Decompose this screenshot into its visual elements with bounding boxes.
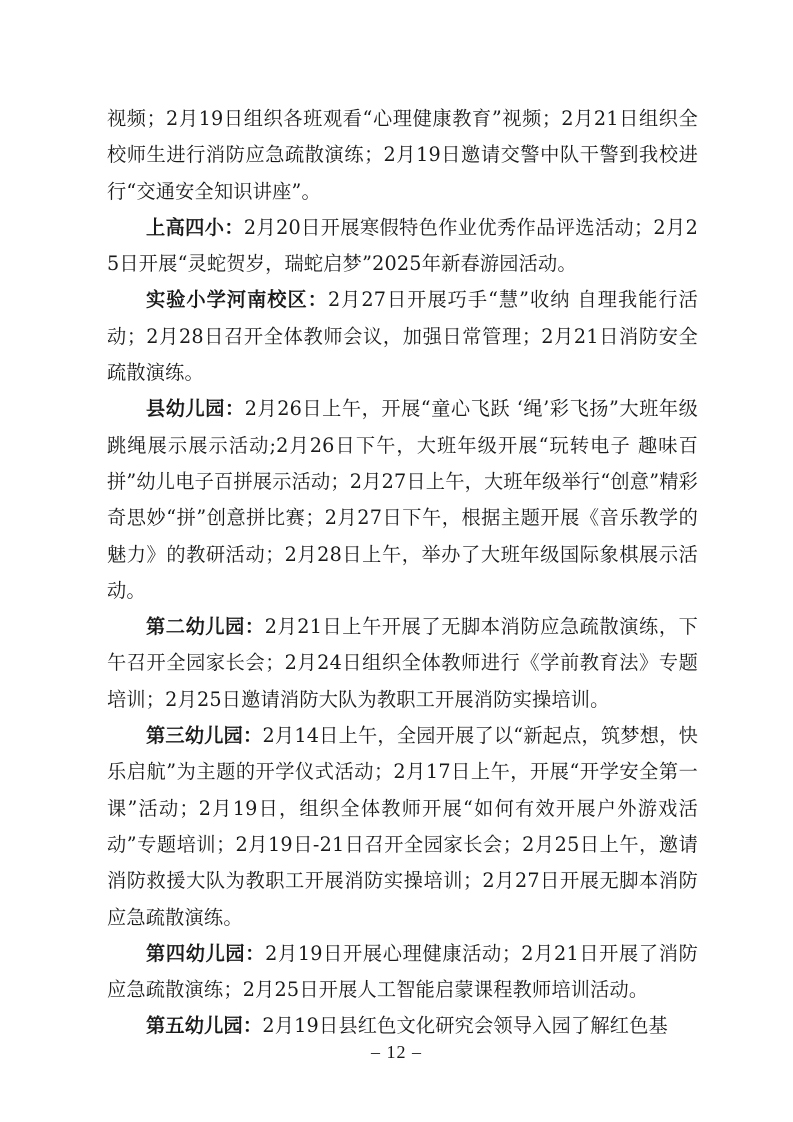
page-number: – 12 – — [371, 1042, 422, 1062]
paragraph-fifth-kindergarten — [107, 1008, 698, 1044]
paragraph-text: 2月26日上午，开展“童心飞跃 ‘绳’彩飞扬”大班年级跳绳展示展示活动;2月26日下午，大班年级开展“玩转电子 趣味百拼”幼儿电子百拼展示活动；2月27日上午，大班年级举行“创意”精彩 奇思妙“拼”创意拼比赛；2月27日下午，根据主题开展《音乐教学的魅力》的教研活动；2月28日上午，举办了大班年级国际象棋展示活动。 — [107, 397, 698, 602]
paragraph-second-kindergarten — [107, 609, 698, 718]
paragraph-text: 视频；2月19日组织各班观看“心理健康教育”视频；2月21日组织全校师生进行消防应急疏散演练；2月19日邀请交警中队干警到我校进行“交通安全知识讲座”。 — [107, 107, 698, 203]
paragraph-experimental-primary-henan — [107, 282, 698, 391]
paragraph-lead: 上高四小： — [146, 215, 244, 239]
paragraph-continued — [107, 101, 698, 210]
paragraph-text: 2月14日上午，全园开展了以“新起点，筑梦想，快乐启航”为主题的开学仪式活动；2月17日上午，开展“开学安全第一课”活动；2月19日，组织全体教师开展“如何有效开展户外游戏活动”专题培训；2月19日-21日召开全园家长会；2月25日上午，邀请消防救援大队为教职工开展消防实操培训；2月27日开展无脚本消防应急疏散演练。 — [107, 724, 699, 929]
paragraph-text: 2月20日开展寒假特色作业优秀作品评选活动；2月25日开展“灵蛇贺岁，瑞蛇启梦”2025年新春游园活动。 — [107, 215, 698, 276]
paragraph-text: 2月21日上午开展了无脚本消防应急疏散演练，下午召开全园家长会；2月24日组织全体教师进行《学前教育法》专题培训；2月25日邀请消防大队为教职工开展消防实操培训。 — [107, 615, 698, 711]
paragraph-county-kindergarten — [107, 391, 698, 609]
paragraph-third-kindergarten — [107, 718, 698, 936]
paragraph-lead: 县幼儿园： — [146, 397, 245, 421]
paragraph-fourth-kindergarten — [107, 936, 698, 1009]
document-body — [107, 101, 698, 1045]
paragraph-text: 2月19日县红色文化研究会领导入园了解红色基 — [262, 1014, 668, 1038]
paragraph-lead: 第三幼儿园： — [146, 724, 263, 748]
paragraph-lead: 第五幼儿园： — [146, 1014, 263, 1038]
paragraph-text: 2月27日开展巧手“慧”收纳 自理我能行活动；2月28日召开全体教师会议，加强日常管理；2月21日消防安全疏散演练。 — [107, 288, 698, 385]
paragraph-shanggao-4th-primary — [107, 210, 698, 283]
paragraph-lead: 实验小学河南校区： — [146, 288, 328, 312]
paragraph-lead: 第四幼儿园： — [146, 941, 266, 965]
paragraph-text: 2月19日开展心理健康活动；2月21日开展了消防应急疏散演练；2月25日开展人工智能启蒙课程教师培训活动。 — [107, 941, 698, 1002]
paragraph-lead: 第二幼儿园： — [146, 615, 265, 639]
